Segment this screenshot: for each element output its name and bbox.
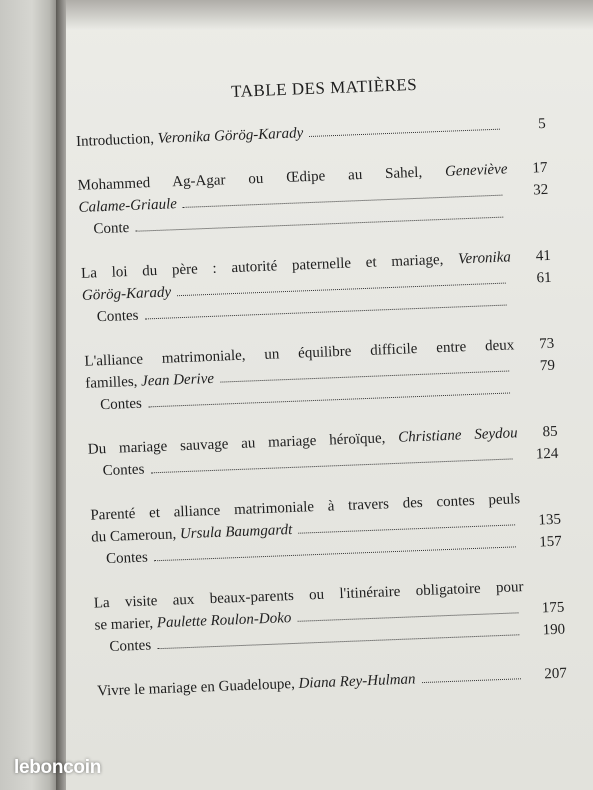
page-number: 32: [532, 181, 549, 199]
entry-subtitle: Contes: [105, 549, 149, 568]
toc-line: [76, 116, 546, 156]
page-number: [513, 304, 553, 306]
leader-dots: [422, 678, 521, 683]
leader-dots: [220, 371, 509, 383]
page-number: 5: [537, 115, 547, 133]
entry-title: La visite aux beaux-parents ou l'itinéraire obligatoire pour: [93, 579, 524, 612]
page-number: 17: [532, 159, 548, 177]
toc-entry: [90, 490, 562, 574]
page-number: 41: [535, 247, 552, 265]
page-number: 207: [544, 665, 568, 683]
toc-title: TABLE DES MATIÈRES: [230, 74, 418, 101]
leader-dots: [148, 392, 510, 407]
page-number: [516, 392, 556, 394]
entry-subtitle: Contes: [96, 307, 139, 326]
page-number: 135: [538, 511, 562, 529]
entry-author: Veronika: [457, 249, 512, 268]
entry-title: familles,: [85, 373, 138, 392]
leader-dots: [309, 129, 500, 137]
leader-dots: [150, 458, 512, 473]
entry-subtitle: Conte: [93, 219, 130, 238]
toc-entry: [81, 248, 553, 332]
entry-author: Calame-Griaule: [78, 196, 178, 216]
toc-entry: [76, 116, 546, 156]
page-number: 61: [536, 269, 552, 287]
page-number: 190: [542, 621, 566, 639]
entry-author: Geneviève: [444, 161, 508, 180]
entry-author: Jean Derive: [140, 370, 215, 390]
entry-subtitle: Contes: [99, 395, 143, 414]
entry-author: Diana Rey-Hulman: [298, 671, 416, 692]
page-number: 157: [538, 533, 563, 551]
toc-entry: [88, 424, 559, 486]
leader-dots: [177, 283, 506, 297]
leader-dots: [297, 612, 518, 621]
page-number: 124: [535, 445, 559, 463]
entry-subtitle: Contes: [109, 637, 152, 656]
toc-entry: [84, 336, 556, 420]
entry-author: Paulette Roulon-Doko: [156, 610, 292, 632]
toc-entry: [94, 578, 566, 662]
leader-dots: [154, 546, 516, 561]
page-number: [509, 216, 549, 218]
toc-entry: [97, 666, 567, 706]
left-page: [0, 0, 58, 790]
toc-line: [97, 666, 567, 706]
leader-dots: [157, 634, 519, 649]
page-number: 73: [538, 335, 555, 353]
entry-subtitle: Contes: [102, 461, 145, 480]
entry-title: Introduction,: [75, 130, 155, 150]
page-number: [520, 502, 560, 504]
toc-entry: [77, 160, 549, 244]
leader-dots: [298, 524, 515, 533]
entry-author: Christiane Seydou: [397, 425, 518, 446]
entry-author: Görög-Karady: [81, 284, 172, 304]
page-shadow: [66, 0, 593, 30]
entry-title: se marier,: [94, 615, 154, 634]
leader-dots: [183, 195, 502, 208]
entry-title: La loi du père : autorité paternelle et mariage, Veronika: [80, 249, 512, 282]
entry-author: Veronika Görög-Karady: [157, 125, 304, 147]
entry-title: Mohammed Ag-Agar ou Œdipe au Sahel, Geneviève: [77, 161, 508, 194]
page-number: [524, 590, 564, 592]
entry-author: Ursula Baumgardt: [179, 521, 293, 543]
page-number: 175: [541, 599, 565, 617]
page-number: 79: [539, 357, 556, 375]
entry-title: Parenté et alliance matrimoniale à travers des contes peuls: [90, 491, 521, 524]
entry-title: Vivre le mariage en Guadeloupe,: [96, 675, 296, 700]
table-of-contents: [74, 70, 568, 728]
leader-dots: [135, 217, 503, 232]
entry-title: Du mariage sauvage au mariage héroïque, Christiane Seydou: [87, 425, 518, 458]
entry-title: L'alliance matrimoniale, un équilibre difficile entre deux: [84, 337, 515, 370]
watermark-logo: leboncoin: [14, 757, 102, 778]
entry-title: du Cameroun,: [90, 526, 177, 546]
page-number: 85: [542, 423, 558, 441]
leader-dots: [145, 305, 507, 320]
